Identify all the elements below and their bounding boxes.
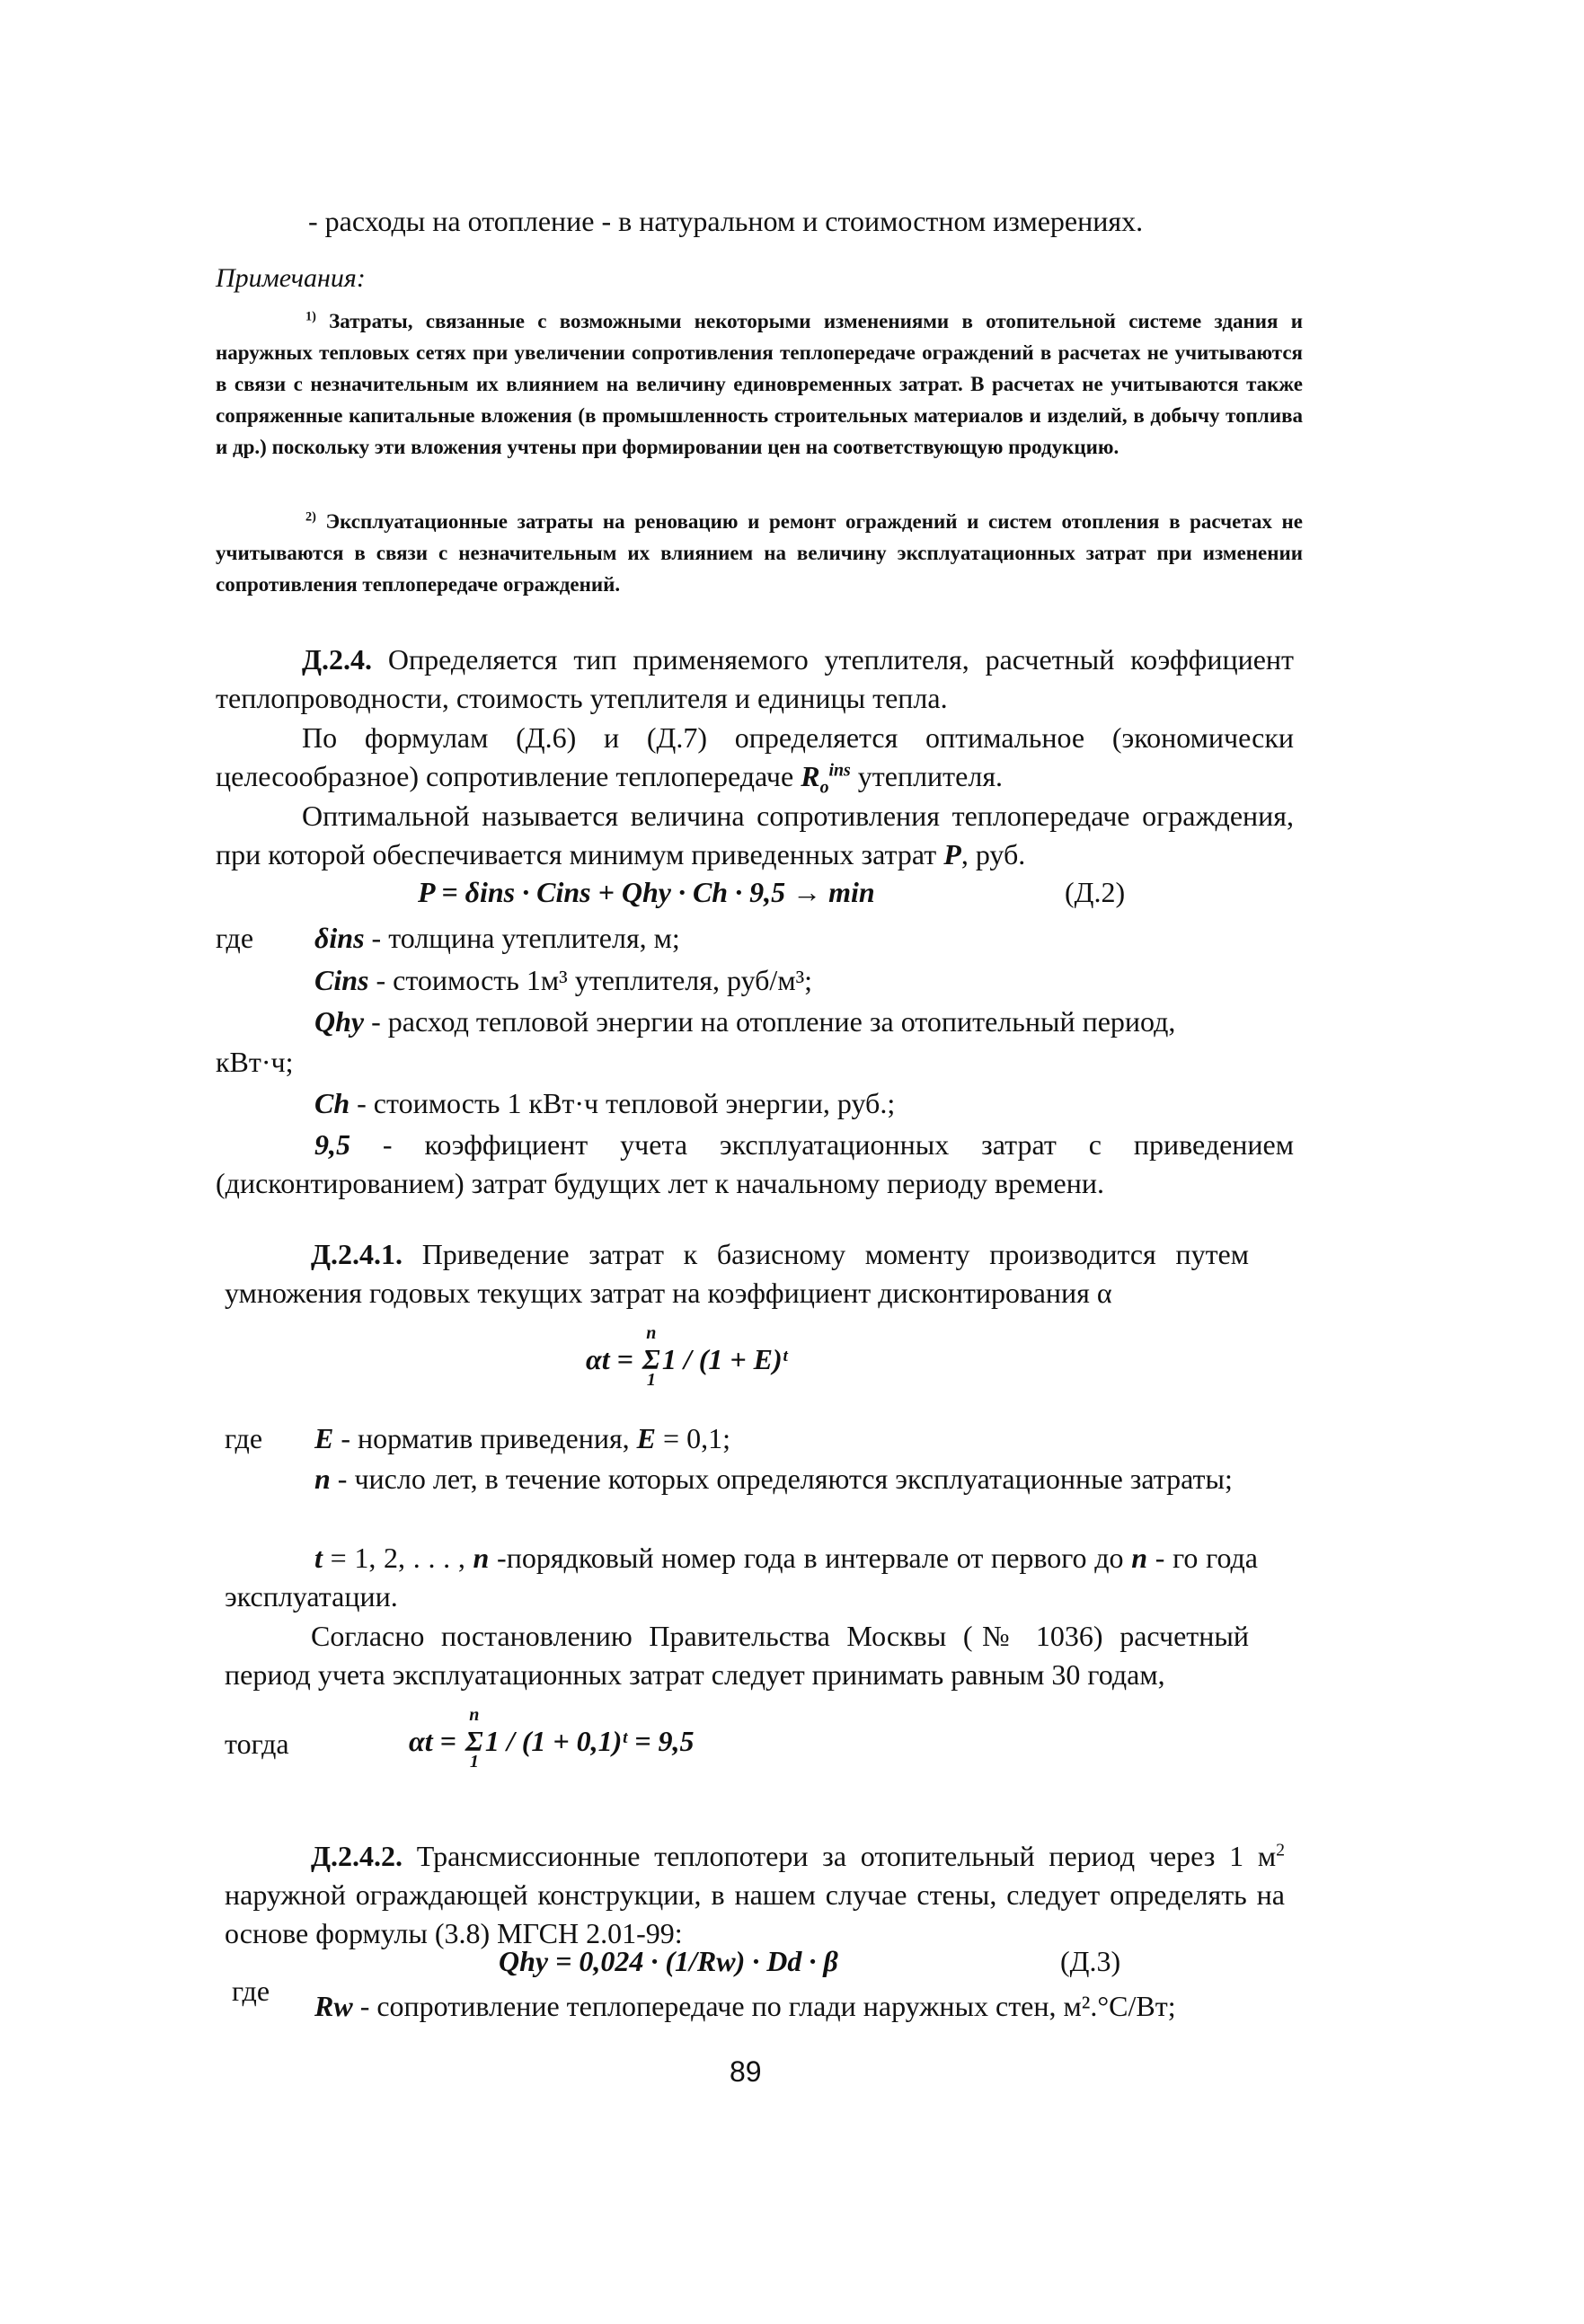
- def-e-symbol-2: E: [636, 1422, 657, 1454]
- def-95-symbol: 9,5: [314, 1128, 350, 1161]
- def-t-text-2: -порядковый номер года в интервале от первого до: [489, 1542, 1132, 1574]
- def-t-symbol-n: n: [473, 1542, 490, 1574]
- formula-alpha-value: [409, 1705, 695, 1772]
- def-c-h: [314, 1084, 1294, 1123]
- def-qhy-text: - расход тепловой энергии на отопление за отопительный период,: [364, 1005, 1176, 1038]
- sum-sign-icon: Σ n 1: [464, 1725, 485, 1758]
- def-95-text: - коэффициент учета эксплуатационных затрат с приведением (дисконтированием) затрат будущих лет к начальному периоду времени.: [216, 1128, 1294, 1199]
- paragraph-text: Оптимальной называется величина сопротивления теплопередаче ограждения, при которой обеспечивается минимум приведенных затрат: [216, 800, 1294, 870]
- paragraph-text: По формулам (Д.6) и (Д.7) определяется оптимальное (экономически целесообразное) сопротивление теплопередаче: [216, 721, 1294, 792]
- def-e-text: - норматив приведения,: [333, 1422, 637, 1454]
- symbol-r-sup: ins: [828, 760, 851, 781]
- paragraph-optimal-resistance: [216, 719, 1294, 796]
- note-2-text: Эксплуатационные затраты на реновацию и ремонт ограждений и систем отопления в расчетах не учитываются в связи с незначительным их влиянием на величину эксплуатационных затрат при изменении сопротивления теплопередаче ограждений.: [216, 510, 1304, 596]
- def-c-ins: [314, 961, 1294, 1000]
- where-label-d3: где: [232, 1975, 270, 2007]
- section-d242-text-a: Трансмиссионные теплопотери за отопительный период через 1: [416, 1840, 1244, 1872]
- def-ch-text: - стоимость 1 кВт·ч тепловой энергии, руб.;: [350, 1087, 896, 1119]
- def-t: [225, 1539, 1258, 1616]
- def-n-symbol: n: [314, 1462, 331, 1495]
- note-2-mark: 2): [305, 509, 316, 525]
- sum-lower-limit: 1: [646, 1370, 656, 1390]
- def-delta-symbol: δins: [314, 922, 365, 954]
- note-1-text: Затраты, связанные с возможными некоторыми изменениями в отопительной системе здания и наружных тепловых сетях при увеличении сопротивления теплопередаче ограждений в расчетах не учитываются в связи с незначительным их влиянием на величину единовременных затрат. В расчетах не учитываются также сопряженные капитальные вложения (в промышленность строительных материалов и изделий, в добычу топлива и др.) поскольку эти вложения учтены при формировании цен на соответствующую продукцию.: [216, 310, 1303, 458]
- symbol-p: P: [943, 838, 961, 870]
- note-2: [216, 506, 1303, 600]
- def-rw-text: - сопротивление теплопередаче по глади наружных стен, м².°С/Вт;: [352, 1990, 1176, 2022]
- section-d24-text: Определяется тип применяемого утеплителя, расчетный коэффициент теплопроводности, стоимость утеплителя и единицы тепла.: [216, 643, 1295, 714]
- def-cins-text: - стоимость 1м³ утеплителя, руб/м³;: [368, 964, 813, 996]
- def-e-value: = 0,1;: [656, 1422, 730, 1454]
- symbol-ro-ins: [801, 760, 851, 798]
- def-t-symbol-n2: n: [1131, 1542, 1148, 1574]
- then-label: тогда: [225, 1728, 289, 1760]
- def-q-hy-cont: кВт·ч;: [216, 1046, 294, 1078]
- paragraph-text-end: , руб.: [960, 838, 1026, 870]
- sum-upper-limit: n: [469, 1705, 480, 1725]
- paragraph-text-end: утеплителя.: [857, 760, 1004, 792]
- def-q-hy: [314, 1003, 1294, 1041]
- formula-d2: P = δins · Cins + Qhy · Ch · 9,5 → min: [418, 876, 875, 908]
- section-d241-text: Приведение затрат к базисному моменту производится путем умножения годовых текущих затрат на коэффициент дисконтирования α: [225, 1238, 1250, 1309]
- section-d241-number: Д.2.4.1.: [311, 1238, 403, 1270]
- def-r-w: [314, 1987, 1285, 2026]
- section-d242: [225, 1837, 1285, 1953]
- section-d24-number: Д.2.4.: [302, 643, 373, 676]
- def-rw-symbol: Rw: [314, 1990, 353, 2022]
- def-qhy-symbol: Qhy: [314, 1005, 365, 1038]
- formula-alpha-value-lhs: αt =: [409, 1725, 464, 1757]
- top-line: - расходы на отопление - в натуральном и стоимостном измерениях.: [308, 205, 1144, 237]
- section-d242-number: Д.2.4.2.: [311, 1840, 403, 1872]
- formula-alpha-lhs: αt =: [586, 1343, 641, 1375]
- def-t-symbol: t: [314, 1542, 323, 1574]
- def-e: [314, 1419, 1258, 1458]
- symbol-r-sub: o: [819, 777, 829, 798]
- def-cins-symbol: Cins: [314, 964, 369, 996]
- formula-d3-number: (Д.3): [1060, 1945, 1121, 1977]
- section-d242-unit: м: [1257, 1840, 1277, 1872]
- def-t-text: = 1, 2, . . . ,: [322, 1542, 473, 1574]
- superscript-2: 2: [1276, 1840, 1286, 1860]
- sum-lower-limit: 1: [469, 1752, 479, 1772]
- def-t-text-3: - го года эксплуатации.: [225, 1542, 1259, 1613]
- formula-alpha-rhs: 1 / (1 + E)ᵗ: [661, 1343, 788, 1375]
- where-label-d2: где: [216, 922, 254, 954]
- def-e-symbol: E: [314, 1422, 334, 1454]
- sum-upper-limit: n: [646, 1323, 657, 1343]
- formula-alpha-value-rhs: 1 / (1 + 0,1)ᵗ = 9,5: [484, 1725, 695, 1757]
- def-ch-symbol: Ch: [314, 1087, 350, 1119]
- def-9-5: [216, 1126, 1294, 1203]
- note-1-mark: 1): [305, 309, 316, 324]
- formula-d3: Qhy = 0,024 · (1/Rw) · Dd · β: [499, 1945, 838, 1977]
- formula-alpha: [586, 1323, 788, 1390]
- paragraph-moscow-decree: Согласно постановлению Правительства Москвы (№ 1036) расчетный период учета эксплуатационных затрат следует принимать равным 30 годам,: [225, 1620, 1249, 1691]
- section-d24: [216, 641, 1294, 718]
- note-1: [216, 305, 1303, 463]
- notes-heading: Примечания:: [216, 263, 366, 293]
- paragraph-optimal-definition: [216, 797, 1294, 874]
- where-label-d241: где: [225, 1422, 263, 1454]
- section-d241: [225, 1235, 1249, 1312]
- sum-sign-icon: Σ n 1: [641, 1343, 662, 1376]
- def-delta-ins: [314, 919, 1294, 958]
- section-d242-text-b: наружной ограждающей конструкции, в нашем случае стены, следует определять на основе формулы (3.8) МГСН 2.01-99:: [225, 1878, 1285, 1949]
- formula-d2-number: (Д.2): [1065, 876, 1126, 908]
- symbol-r: R: [801, 760, 820, 792]
- def-n-text: - число лет, в течение которых определяются эксплуатационные затраты;: [330, 1462, 1233, 1495]
- def-delta-text: - толщина утеплителя, м;: [364, 922, 680, 954]
- def-n: [225, 1460, 1240, 1498]
- page-number: 89: [730, 2055, 762, 2088]
